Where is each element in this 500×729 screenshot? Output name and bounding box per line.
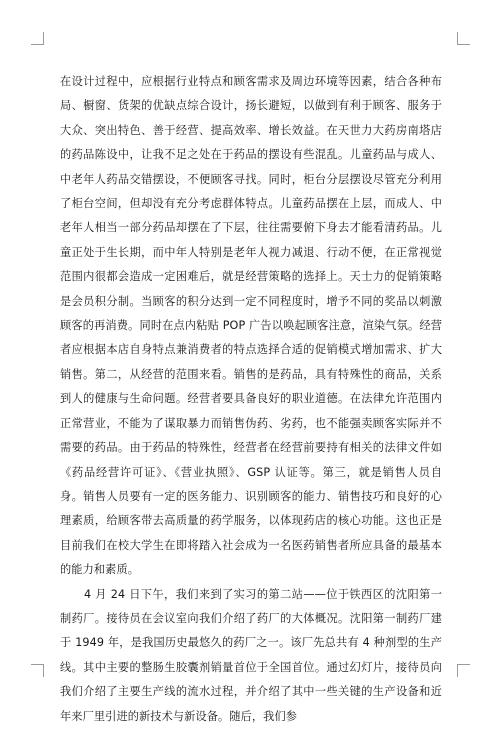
crop-mark-top-left bbox=[31, 32, 44, 45]
paragraph-pharma-factory-visit: 4 月 24 日下午，我们来到了实习的第二站——位于铁西区的沈阳第一制药厂。接待员在会议室向我们介绍了药厂的大体概况。沈阳第一制药厂建于 1949 年，是我国历史最悠久的药厂之一。该厂先总共有 4 种剂型的生产线。其中主要的整肠生胶囊剂销量首位于全国首位。通过幻灯片，接待员向我们介绍了主要生产线的流水过程，并介绍了其中一些关键的生产设备和近年来厂里引进的新技术与新设备。随后，我们参 bbox=[60, 587, 442, 723]
paragraph-store-layout: 在设计过程中，应根据行业特点和顾客需求及周边环境等因素，结合各种布局、橱窗、货架的优缺点综合设计，扬长避短，以做到有利于顾客、服务于大众、突出特色、善于经营、提高效率、增长效益。在天世力大药房南塔店的药品陈设中，让我不足之处在于药品的摆设有些混乱。儿童药品与成人、中老年人药品交错摆设，不便顾客寻找。同时，柜台分层摆设尽管充分利用了柜台空间，但却没有充分考虑群体特点。儿童药品摆在上层，而成人、中老年人相当一部分药品却摆在了下层，往往需要俯下身去才能看清药品。儿童正处于生长期，而中年人特别是老年人视力减退、行动不便，在正常视觉范围内很都会造成一定困难后，就是经营策略的选择上。天士力的促销策略是会员积分制。当顾客的积分达到一定不同程度时，增予不同的奖品以刺激顾客的再消费。同时在点内粘贴 POP 广告以唤起顾客注意，渲染气氛。经营者应根据本店自身特点兼消费者的特点选择合适的促销模式增加需求、扩大销售。第二，从经营的范围来看。销售的是药品，具有特殊性的商品，关系到人的健康与生命问题。经营者要具备良好的职业道德。在法律允许范围内正常营业，不能为了谋取暴力而销售伪药、劣药，也不能强卖顾客实际并不需要的药品。由于药品的特殊性，经营者在经营前要持有相关的法律文件如《药品经营许可证》、《营业执照》、GSP 认证等。第三，就是销售人员自身。销售人员要有一定的医务能力、识别顾客的能力、销售技巧和良好的心理素质，给顾客带去高质量的药学服务，以体现药店的核心功能。这也正是目前我们在校大学生在即将踏入社会成为一名医药销售者所应具备的最基本的能力和素质。 bbox=[60, 75, 442, 577]
crop-mark-bottom-left bbox=[31, 664, 44, 677]
document-body bbox=[60, 70, 442, 729]
crop-mark-bottom-right bbox=[457, 664, 470, 677]
crop-mark-top-right bbox=[457, 32, 470, 45]
